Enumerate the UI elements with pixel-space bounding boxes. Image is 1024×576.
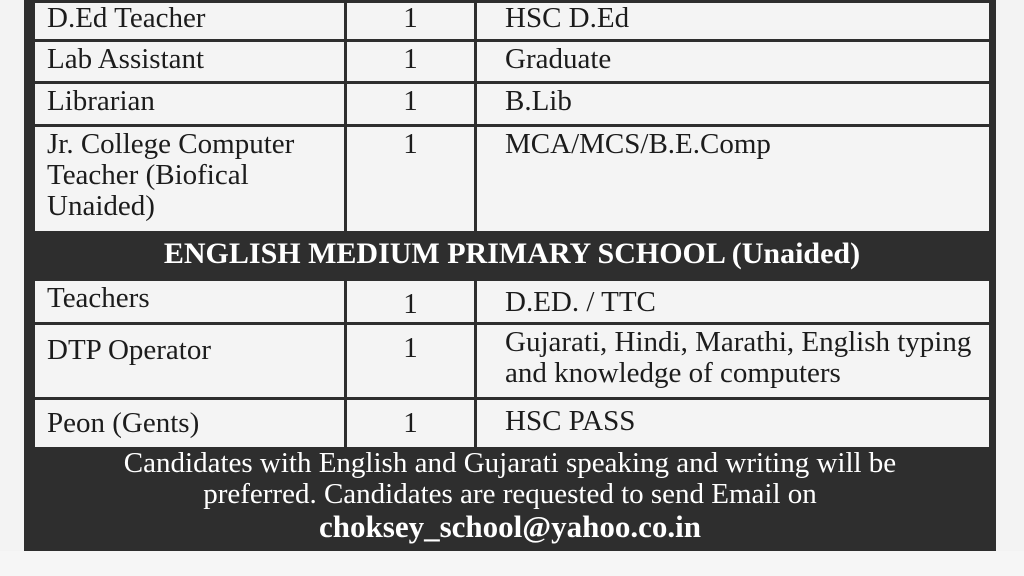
post-cell: Jr. College Computer Teacher (Biofical Unaided) [34, 126, 346, 233]
table-row [34, 399, 991, 449]
count-cell: 1 [346, 126, 476, 233]
table-row [34, 324, 991, 399]
section-header-row [34, 233, 991, 280]
table-row [34, 41, 991, 83]
advertisement-panel [24, 0, 996, 551]
qualification-cell: HSC PASS [476, 399, 991, 449]
post-cell: Teachers [34, 280, 346, 324]
qualification-cell: MCA/MCS/B.E.Comp [476, 126, 991, 233]
count-cell: 1 [346, 324, 476, 399]
count-cell: 1 [346, 2, 476, 41]
qualification-cell: HSC D.Ed [476, 2, 991, 41]
qualification-cell: Gujarati, Hindi, Marathi, English typing and knowledge of computers [476, 324, 991, 399]
table-row [34, 83, 991, 126]
qualification-cell: D.ED. / TTC [476, 280, 991, 324]
preference-note: Candidates with English and Gujarati speaking and writing will be preferred. Candidates are requested to send Email on [123, 447, 897, 510]
page-margin [0, 551, 1024, 576]
count-cell: 1 [346, 280, 476, 324]
count-cell: 1 [346, 41, 476, 83]
application-note [24, 444, 996, 551]
post-cell: Librarian [34, 83, 346, 126]
table-row [34, 280, 991, 324]
post-cell: Lab Assistant [34, 41, 346, 83]
qualification-cell: B.Lib [476, 83, 991, 126]
post-cell: DTP Operator [34, 324, 346, 399]
vacancy-table [32, 0, 992, 450]
count-cell: 1 [346, 83, 476, 126]
table-row [34, 126, 991, 233]
qualification-cell: Graduate [476, 41, 991, 83]
section-heading: ENGLISH MEDIUM PRIMARY SCHOOL (Unaided) [34, 233, 991, 280]
table-row [34, 2, 991, 41]
contact-email: choksey_school@yahoo.co.in [319, 509, 701, 544]
post-cell: Peon (Gents) [34, 399, 346, 449]
count-cell: 1 [346, 399, 476, 449]
post-cell: D.Ed Teacher [34, 2, 346, 41]
